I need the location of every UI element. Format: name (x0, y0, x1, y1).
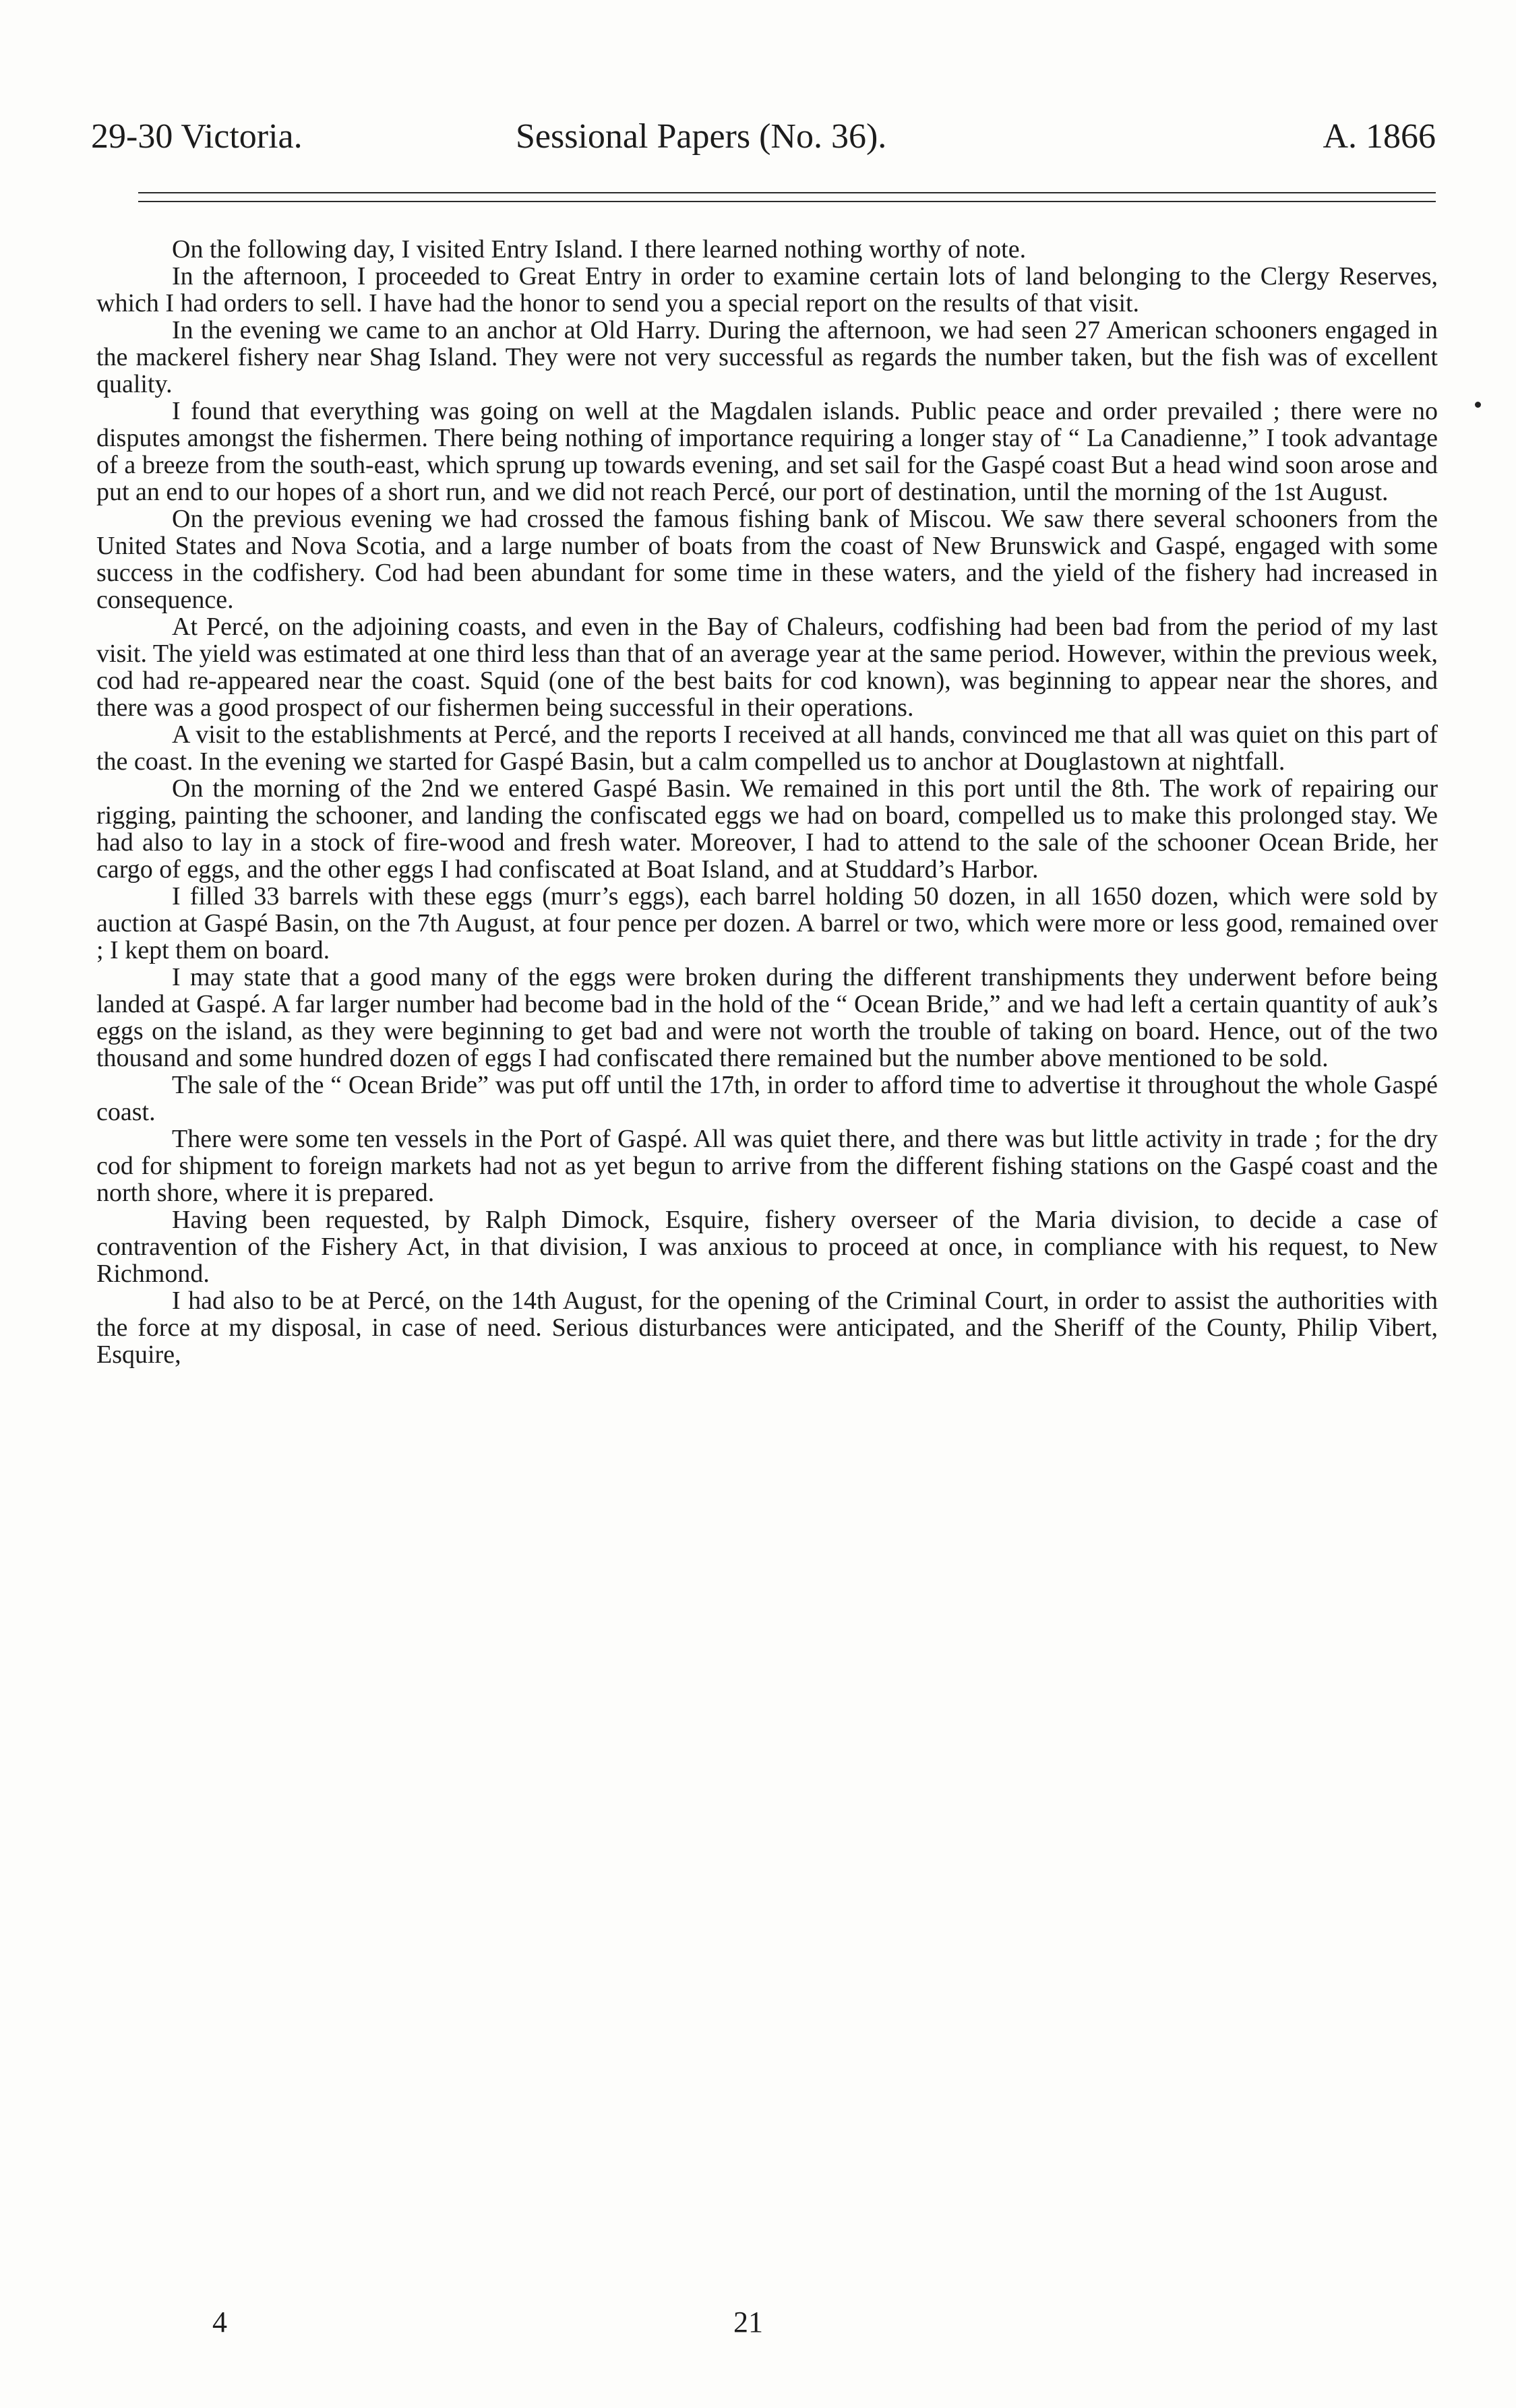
paragraph: In the evening we came to an anchor at Old Harry. During the afternoon, we had seen 27 American schooners engaged in the mackerel fishery near Shag Island. They were not very successful as regards the number taken, but the fish was of excellent quality. (96, 316, 1438, 398)
header-year: A. 1866 (1323, 117, 1436, 156)
header-rule-top (138, 192, 1436, 193)
body-text (96, 236, 1438, 1368)
paragraph: Having been requested, by Ralph Dimock, Esquire, fishery overseer of the Maria division, to decide a case of contravention of the Fishery Act, in that division, I was anxious to proceed at once, in compliance with his request, to New Richmond. (96, 1206, 1438, 1288)
paragraph: There were some ten vessels in the Port of Gaspé. All was quiet there, and there was but little activity in trade ; for the dry cod for shipment to foreign markets had not as yet begun to arrive from the different fishing stations on the Gaspé coast and the north shore, where it is prepared. (96, 1125, 1438, 1207)
paragraph: I filled 33 barrels with these eggs (murr’s eggs), each barrel holding 50 dozen, in all 1650 dozen, which were sold by auction at Gaspé Basin, on the 7th August, at four pence per dozen. A barrel or two, which were more or less good, remained over ; I kept them on board. (96, 882, 1438, 964)
paragraph: At Percé, on the adjoining coasts, and even in the Bay of Chaleurs, codfishing had been bad from the period of my last visit. The yield was estimated at one third less than that of an average year at the same period. However, within the previous week, cod had re-appeared near the coast. Squid (one of the best baits for cod known), was beginning to appear near the shores, and there was a good prospect of our fishermen being successful in their operations. (96, 613, 1438, 722)
paragraph: I found that everything was going on well at the Magdalen islands. Public peace and order prevailed ; there were no disputes amongst the fishermen. There being nothing of importance requiring a longer stay of “ La Canadienne,” I took advantage of a breeze from the south-east, which sprung up towards evening, and set sail for the Gaspé coast But a head wind soon arose and put an end to our hopes of a short run, and we did not reach Percé, our port of destination, until the morning of the 1st August. (96, 397, 1438, 506)
paragraph: In the afternoon, I proceeded to Great Entry in order to examine certain lots of land belonging to the Clergy Reserves, which I had orders to sell. I have had the honor to send you a special report on the results of that visit. (96, 262, 1438, 317)
paragraph: On the previous evening we had crossed the famous fishing bank of Miscou. We saw there several schooners from the United States and Nova Scotia, and a large number of boats from the coast of New Brunswick and Gaspé, engaged with some success in the codfishery. Cod had been abundant for some time in these waters, and the yield of the fishery had increased in consequence. (96, 505, 1438, 614)
page-number: 21 (733, 2306, 763, 2339)
paragraph: I had also to be at Percé, on the 14th August, for the opening of the Criminal Court, in order to assist the authorities with the force at my disposal, in case of need. Serious disturbances were anticipated, and the Sheriff of the County, Philip Vibert, Esquire, (96, 1287, 1438, 1369)
header-rule-bottom (138, 201, 1436, 202)
paragraph: On the morning of the 2nd we entered Gaspé Basin. We remained in this port until the 8th. The work of repairing our rigging, painting the schooner, and landing the confiscated eggs we had on board, compelled us to make this prolonged stay. We had also to lay in a stock of fire-wood and fresh water. Moreover, I had to attend to the sale of the schooner Ocean Bride, her cargo of eggs, and the other eggs I had confiscated at Boat Island, and at Studdard’s Harbor. (96, 774, 1438, 884)
margin-dot (1475, 402, 1481, 408)
paragraph: A visit to the establishments at Percé, and the reports I received at all hands, convinced me that all was quiet on this part of the coast. In the evening we started for Gaspé Basin, but a calm compelled us to anchor at Douglastown at nightfall. (96, 720, 1438, 776)
header-session: 29-30 Victoria. (91, 117, 303, 156)
paragraph: On the following day, I visited Entry Island. I there learned nothing worthy of note. (172, 235, 1027, 264)
header-sessional-papers: Sessional Papers (No. 36). (516, 117, 887, 156)
footer-signature-mark: 4 (212, 2306, 227, 2339)
page-header (91, 113, 1436, 160)
paragraph: The sale of the “ Ocean Bride” was put off until the 17th, in order to afford time to advertise it throughout the whole Gaspé coast. (96, 1071, 1438, 1126)
paragraph: I may state that a good many of the eggs were broken during the different transhipments they underwent before being landed at Gaspé. A far larger number had become bad in the hold of the “ Ocean Bride,” and we had left a certain quantity of auk’s eggs on the island, as they were beginning to get bad and were not worth the trouble of taking on board. Hence, out of the two thousand and some hundred dozen of eggs I had confiscated there remained but the number above mentioned to be sold. (96, 963, 1438, 1072)
